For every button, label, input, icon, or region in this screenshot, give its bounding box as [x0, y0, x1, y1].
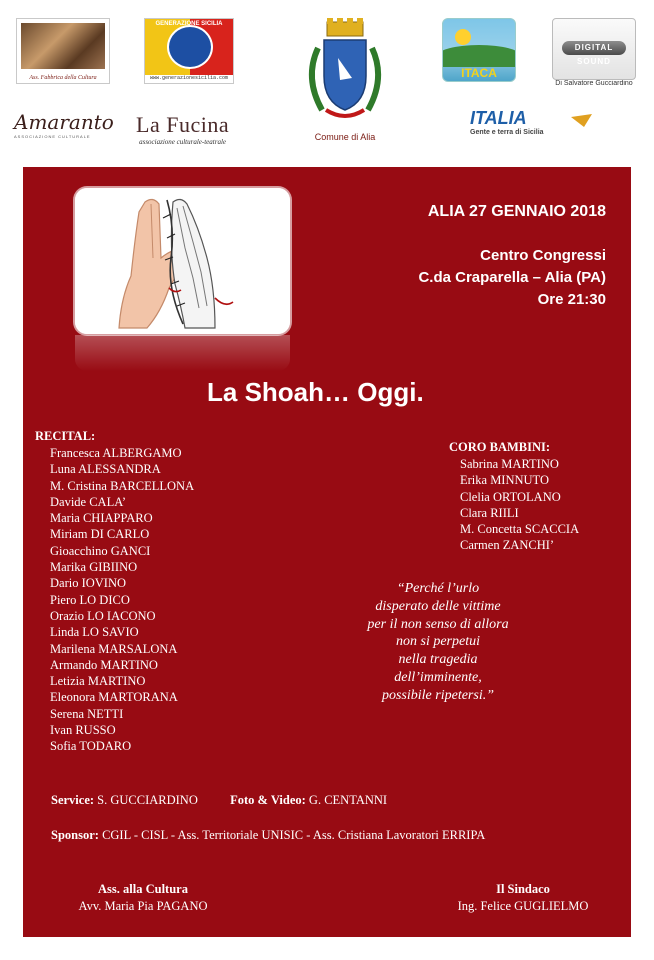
generazione-logo-text: GENERAZIONE SICILIA — [155, 21, 223, 27]
generazione-logo-frame — [144, 18, 234, 84]
coro-child-name: Clara RIILI — [460, 505, 519, 520]
crest-icon — [300, 18, 390, 130]
recital-performer-name: Orazio LO IACONO — [50, 608, 156, 623]
recital-performer-name: Marika GIBIINO — [50, 560, 138, 575]
quote-line: dell’imminente, — [394, 669, 482, 685]
recital-performer-name: Sofia TODARO — [50, 739, 132, 754]
itaca-logo — [442, 18, 516, 82]
recital-performer-name: Gioacchino GANCI — [50, 543, 151, 558]
coro-child-name: Carmen ZANCHI’ — [460, 538, 555, 553]
digital-logo-caption: Di Salvatore Gucciardino — [555, 80, 633, 87]
coro-child-name: Sabrina MARTINO — [460, 457, 559, 471]
coro-name-list — [460, 456, 579, 554]
recital-performer-name: Marilena MARSALONA — [50, 641, 178, 656]
signature-left-role: Ass. alla Cultura — [98, 882, 188, 896]
event-time: Ore 21:30 — [537, 291, 606, 308]
italia-logo-text: ITALIA — [470, 108, 527, 128]
event-address: C.da Craparella – Alia (PA) — [418, 269, 606, 286]
digital-logo-frame — [552, 18, 636, 80]
praying-hands-image — [75, 188, 290, 334]
amaranto-logo-subtitle: ASSOCIAZIONE CULTURALE — [14, 134, 91, 139]
sun-icon — [455, 29, 471, 45]
recital-performer-name: M. Cristina BARCELLONA — [50, 478, 195, 493]
service-credits-line — [51, 793, 387, 808]
quote-line: possibile ripetersi.” — [381, 687, 494, 703]
sicily-map-icon — [570, 112, 594, 128]
recital-performer-name: Luna ALESSANDRA — [50, 462, 161, 477]
coro-child-name: M. Concetta SCACCIA — [460, 522, 580, 537]
event-venue-block — [418, 245, 606, 311]
coro-child-name: Erika MINNUTO — [460, 473, 549, 488]
event-date: ALIA 27 GENNAIO 2018 — [427, 203, 606, 220]
italia-logo-subtitle: Gente e terra di Sicilia — [470, 129, 544, 136]
comune-logo-caption: Comune di Alia — [314, 132, 376, 142]
quote-line: nella tragedia — [398, 652, 478, 668]
fabbrica-logo-caption: Ass. Fabbrica della Cultura — [29, 75, 97, 81]
fabbrica-painting-image — [21, 23, 105, 69]
recital-performer-name: Dario IOVINO — [50, 576, 127, 591]
foto-video-value: G. CENTANNI — [308, 793, 388, 807]
amaranto-logo-text: Amaranto — [14, 110, 114, 134]
recital-performer-name: Maria CHIAPPARO — [50, 511, 153, 526]
quote-line: non si perpetui — [396, 634, 480, 650]
amaranto-logo — [14, 110, 114, 139]
fabbrica-logo-frame — [16, 18, 110, 84]
itaca-logo-frame — [442, 18, 516, 82]
event-poster — [23, 167, 631, 937]
coro-heading: CORO BAMBINI: — [449, 440, 551, 454]
recital-heading: RECITAL: — [35, 429, 96, 443]
generazione-logo-url: www.generazionesicilia.com — [149, 75, 228, 81]
la-fucina-logo — [136, 112, 229, 146]
image-reflection — [75, 335, 290, 371]
comune-di-alia-crest — [300, 18, 390, 142]
quote-line: “Perché l’urlo — [396, 581, 480, 596]
recital-performer-name: Francesca ALBERGAMO — [50, 446, 182, 460]
recital-section — [35, 429, 194, 755]
signature-sindaco — [443, 881, 603, 915]
italia-logo — [470, 108, 544, 136]
coro-bambini-section — [449, 440, 579, 554]
signature-assessore — [63, 881, 223, 915]
fabbrica-cultura-logo — [16, 18, 110, 84]
event-venue: Centro Congressi — [480, 247, 606, 264]
signature-right-name: Ing. Felice GUGLIELMO — [457, 899, 589, 913]
recital-performer-name: Miriam DI CARLO — [50, 527, 150, 542]
sponsor-logos-header — [0, 0, 654, 165]
recital-name-list — [50, 445, 194, 755]
sponsor-value: CGIL - CISL - Ass. Territoriale UNISIC - Ass. Cristiana Lavoratori ERRIPA — [102, 828, 486, 842]
sponsor-label: Sponsor: — [51, 828, 99, 842]
sponsor-credits-line — [51, 828, 485, 843]
generazione-sicilia-logo — [144, 18, 234, 84]
recital-performer-name: Linda LO SAVIO — [50, 625, 139, 640]
hands-barbed-wire-illustration — [75, 188, 290, 334]
service-label: Service: — [51, 793, 95, 807]
quote-line: disperato delle vittime — [375, 598, 501, 614]
hill-icon — [442, 45, 516, 67]
signature-right-role: Il Sindaco — [496, 882, 550, 896]
recital-performer-name: Davide CALA’ — [50, 494, 127, 509]
foto-video-label: Foto & Video: — [230, 793, 306, 807]
recital-performer-name: Letizia MARTINO — [50, 674, 146, 689]
quote-line: per il non senso di allora — [367, 616, 509, 632]
digital-sound-logo — [552, 18, 636, 87]
quote-block — [333, 580, 543, 705]
recital-performer-name: Eleonora MARTORANA — [50, 690, 178, 705]
signature-left-name: Avv. Maria Pia PAGANO — [78, 899, 208, 913]
coro-child-name: Clelia ORTOLANO — [460, 489, 561, 504]
fucina-logo-text: La Fucina — [136, 112, 230, 137]
service-value: S. GUCCIARDINO — [97, 793, 198, 807]
digital-logo-text: DIGITAL SOUND — [562, 41, 626, 55]
fucina-logo-subtitle: associazione culturale-teatrale — [139, 138, 226, 146]
generazione-emblem-icon — [167, 25, 213, 69]
recital-performer-name: Serena NETTI — [50, 706, 124, 721]
event-title: La Shoah… Oggi. — [207, 377, 424, 407]
itaca-logo-text: ITACA — [461, 66, 497, 80]
recital-performer-name: Armando MARTINO — [50, 657, 158, 672]
recital-performer-name: Piero LO DICO — [50, 592, 130, 607]
recital-performer-name: Ivan RUSSO — [50, 723, 116, 738]
